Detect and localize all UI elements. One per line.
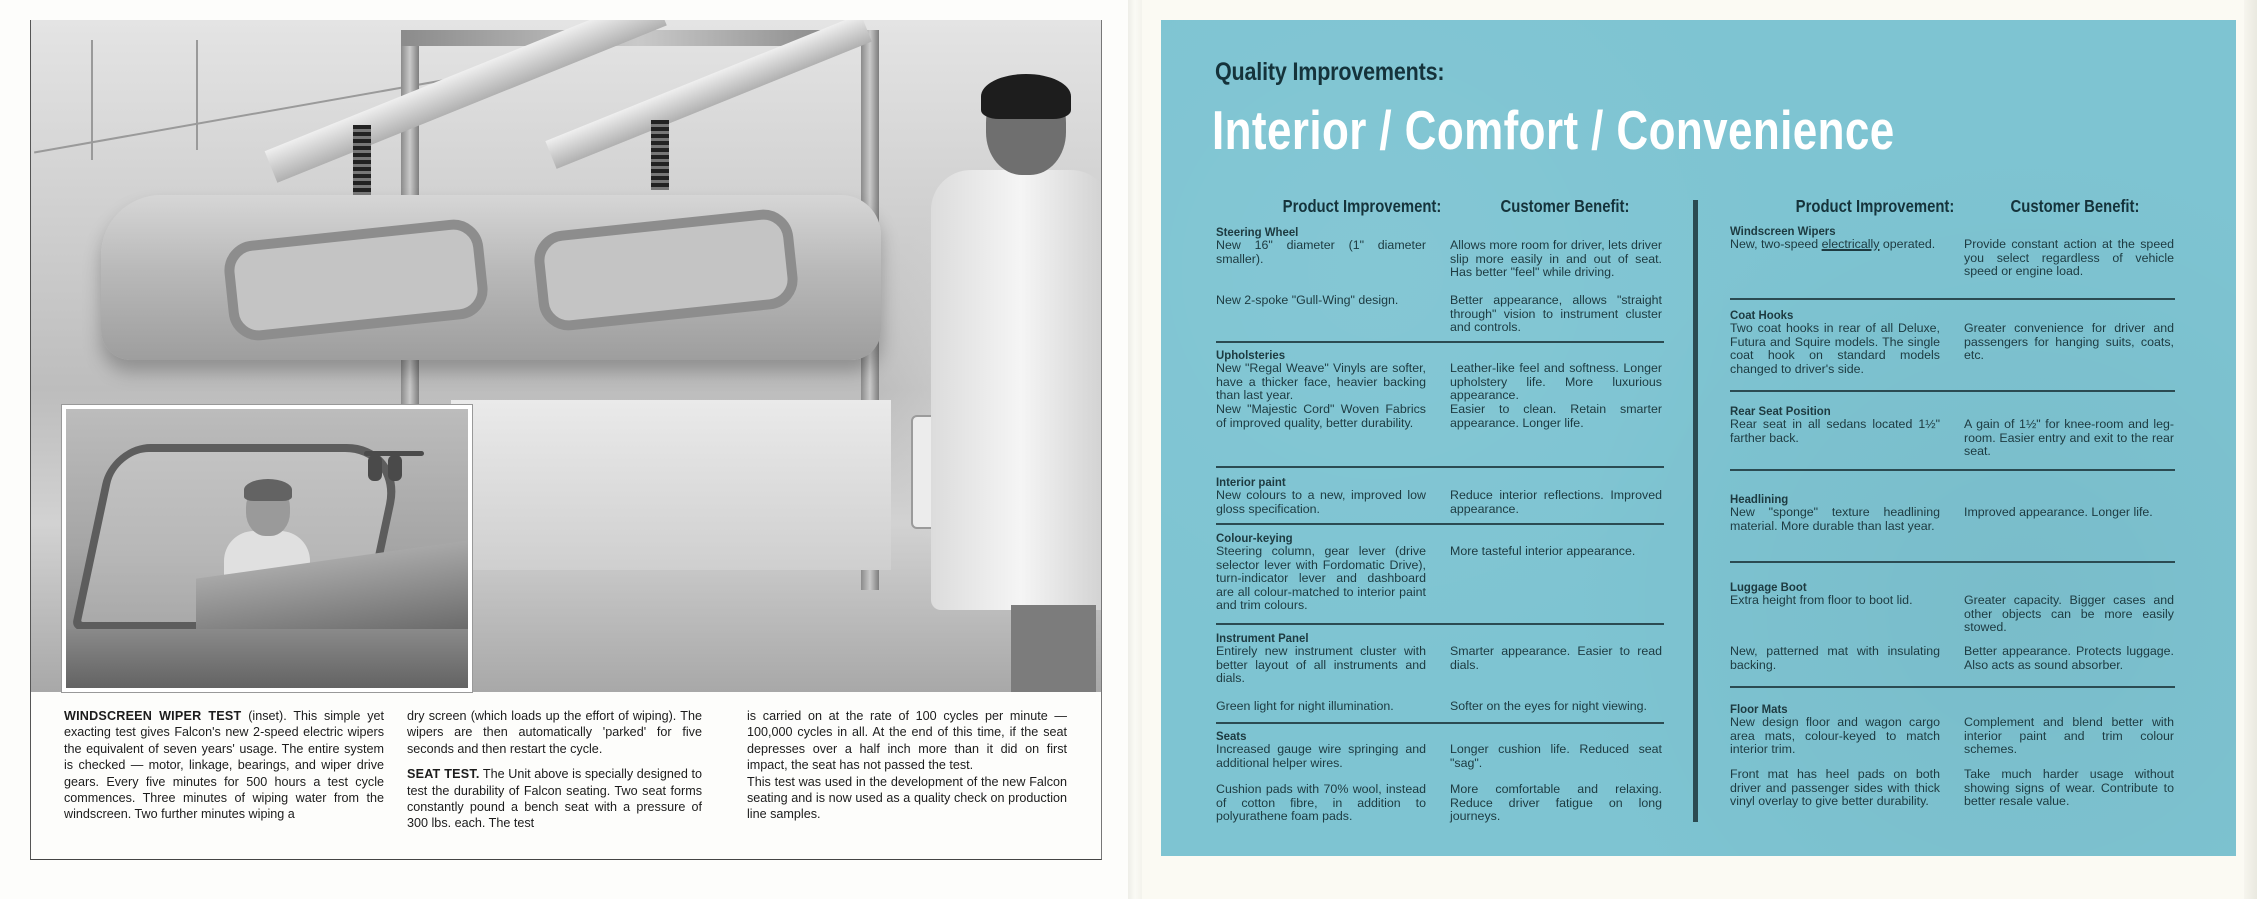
- page-spine: [1128, 0, 1142, 899]
- page-edge: [2244, 0, 2257, 899]
- benefit-text: Greater capacity. Bigger cases and other objects can be more easily stowed.: [1964, 593, 2174, 635]
- row-title: Upholsteries: [1216, 348, 1286, 362]
- benefit-text: Softer on the eyes for night viewing.: [1450, 699, 1647, 713]
- benefit-text: Leather-like feel and softness. Longer upholstery life. More luxurious appearance.: [1450, 361, 1662, 403]
- improvement-text: Cushion pads with 70% wool, instead of cotton fibre, in addition to polyurathene foam pads.: [1216, 782, 1426, 824]
- caption-column-3: [747, 708, 1067, 832]
- improvement-text: New, patterned mat with insulating backing.: [1730, 644, 1940, 672]
- row-divider: [1216, 722, 1664, 724]
- row-title: Interior paint: [1216, 475, 1286, 489]
- benefit-text: Smarter appearance. Easier to read dials.: [1450, 644, 1662, 672]
- row-interior-paint: [1216, 475, 1662, 516]
- improvement-text: Green light for night illumination.: [1216, 699, 1394, 713]
- row-divider: [1216, 623, 1664, 625]
- row-title: Steering Wheel: [1216, 225, 1299, 239]
- row-steering-wheel: [1216, 225, 1662, 335]
- benefit-text: A gain of 1½" for knee-room and leg-room. Easier entry and exit to the rear seat.: [1964, 417, 2174, 459]
- improvement-text: New "Regal Weave" Vinyls are softer, have a thicker face, heavier backing than last year.: [1216, 361, 1426, 403]
- row-title: Instrument Panel: [1216, 631, 1309, 645]
- row-divider: [1730, 686, 2175, 688]
- improvement-text: New "sponge" texture headlining material. More durable than last year.: [1730, 505, 1940, 533]
- row-divider: [1216, 523, 1664, 525]
- underlined-emphasis: electrically: [1821, 237, 1880, 251]
- improvement-text: Two coat hooks in rear of all Deluxe, Futura and Squire models. The single coat hook on standard models changed to driver's side.: [1730, 321, 1940, 376]
- improvement-text: Rear seat in all sedans located 1½" farther back.: [1730, 417, 1940, 445]
- benefit-text: Take much harder usage without showing signs of wear. Contribute to better resale value.: [1964, 767, 2174, 809]
- improvement-text: Front mat has heel pads on both driver and passenger sides with thick vinyl overlay to give better durability.: [1730, 767, 1940, 809]
- benefit-text: Better appearance. Protects luggage. Also acts as sound absorber.: [1964, 644, 2174, 672]
- column-divider: [1693, 200, 1698, 822]
- wiper-test-body-cont: dry screen (which loads up the effort of wiping). The wipers are then automatically 'parked' for five seconds and then restart the cycle.: [407, 709, 702, 756]
- benefit-text: Greater convenience for driver and passengers for hanging suits, coats, etc.: [1964, 321, 2174, 363]
- improvement-text: New 2-spoke "Gull-Wing" design.: [1216, 293, 1399, 307]
- row-coat-hooks: [1730, 308, 2174, 376]
- seat-test-body-cont: is carried on at the rate of 100 cycles per minute — 100,000 cycles in all. At the end of this time, if the seat depresses over a half inch more than it did on first impact, the seat has not passed the test.: [747, 709, 1067, 773]
- row-divider: [1730, 561, 2175, 563]
- improvement-text: Entirely new instrument cluster with better layout of all instruments and dials.: [1216, 644, 1426, 686]
- improvement-text: Increased gauge wire springing and additional helper wires.: [1216, 742, 1426, 770]
- row-title: Floor Mats: [1730, 702, 1788, 716]
- row-rear-seat-position: [1730, 404, 2174, 459]
- benefit-text: Easier to clean. Retain smarter appearance. Longer life.: [1450, 402, 1662, 430]
- improvement-text: New "Majestic Cord" Woven Fabrics of improved quality, better durability.: [1216, 402, 1426, 430]
- improvement-text: New 16" diameter (1" diameter smaller).: [1216, 238, 1426, 266]
- row-divider: [1730, 390, 2175, 392]
- row-seats: [1216, 729, 1662, 824]
- row-upholsteries: [1216, 348, 1662, 430]
- header-product-improvement-right: Product Improvement:: [1795, 196, 1955, 216]
- row-title: Windscreen Wipers: [1730, 224, 1836, 238]
- header-customer-benefit-right: Customer Benefit:: [2010, 196, 2140, 216]
- improvement-text: New colours to a new, improved low gloss specification.: [1216, 488, 1426, 516]
- row-divider: [1730, 469, 2175, 471]
- row-windscreen-wipers: [1730, 224, 2174, 279]
- header-product-improvement-left: Product Improvement:: [1282, 196, 1442, 216]
- row-luggage-boot: [1730, 580, 2174, 672]
- row-floor-mats: [1730, 702, 2174, 809]
- row-instrument-panel: [1216, 631, 1662, 713]
- benefit-text: More comfortable and relaxing. Reduce driver fatigue on long journeys.: [1450, 782, 1662, 824]
- row-divider: [1730, 298, 2175, 300]
- row-title: Headlining: [1730, 492, 1789, 506]
- row-divider: [1216, 466, 1664, 468]
- caption-text: [62, 700, 1092, 850]
- benefit-text: Improved appearance. Longer life.: [1964, 505, 2153, 519]
- improvement-text: Steering column, gear lever (drive selector lever with Fordomatic Drive), turn-indicator lever and dashboard are all colour-matched to interior paint and trim colours.: [1216, 544, 1426, 613]
- improvement-text: Extra height from floor to boot lid.: [1730, 593, 1913, 607]
- benefit-text: Better appearance, allows "straight through" vision to instrument cluster and controls.: [1450, 293, 1662, 335]
- row-divider: [1216, 341, 1664, 343]
- page-title: Interior / Comfort / Convenience: [1212, 99, 1895, 161]
- wiper-test-heading: WINDSCREEN WIPER TEST: [64, 709, 242, 723]
- seat-test-body: The Unit above is specially designed to test the durability of Falcon seating. Two seat forms constantly pound a bench seat with a pressure of 300 lbs. each. The test: [407, 767, 702, 831]
- row-title: Rear Seat Position: [1730, 404, 1831, 418]
- section-kicker: Quality Improvements:: [1215, 58, 1445, 86]
- caption-column-2: [407, 708, 702, 841]
- seat-test-conclusion: This test was used in the development of the new Falcon seating and is now used as a quality check on production line samples.: [747, 774, 1067, 822]
- row-title: Luggage Boot: [1730, 580, 1807, 594]
- wiper-test-body: (inset). This simple yet exacting test gives Falcon's new 2-speed electric wipers the equivalent of seven years' usage. The entire system is checked — motor, linkage, bearings, and wiper drive gears. Every five minutes for 500 hours a test cycle commences. Three minutes of wiping water from the windscreen. Two further minutes wiping a: [64, 709, 384, 822]
- row-title: Colour-keying: [1216, 531, 1293, 545]
- row-title: Seats: [1216, 729, 1247, 743]
- row-title: Coat Hooks: [1730, 308, 1794, 322]
- benefit-text: Longer cushion life. Reduced seat "sag".: [1450, 742, 1662, 770]
- benefit-text: Complement and blend better with interior paint and trim colour schemes.: [1964, 715, 2174, 757]
- seat-test-heading: SEAT TEST.: [407, 767, 480, 782]
- benefit-text: More tasteful interior appearance.: [1450, 544, 1636, 558]
- benefit-text: Reduce interior reflections. Improved appearance.: [1450, 488, 1662, 516]
- improvement-text: New, two-speed electrically operated.: [1730, 237, 1936, 251]
- benefit-text: Allows more room for driver, lets driver slip more easily in and out of seat. Has better "feel" while driving.: [1450, 238, 1662, 280]
- row-colour-keying: [1216, 531, 1636, 613]
- row-headlining: [1730, 492, 2153, 533]
- caption-column-1: [64, 708, 384, 832]
- header-customer-benefit-left: Customer Benefit:: [1500, 196, 1630, 216]
- improvement-text: New design floor and wagon cargo area mats, colour-keyed to match interior trim.: [1730, 715, 1940, 757]
- benefit-text: Provide constant action at the speed you select regardless of vehicle speed or engine load.: [1964, 237, 2174, 279]
